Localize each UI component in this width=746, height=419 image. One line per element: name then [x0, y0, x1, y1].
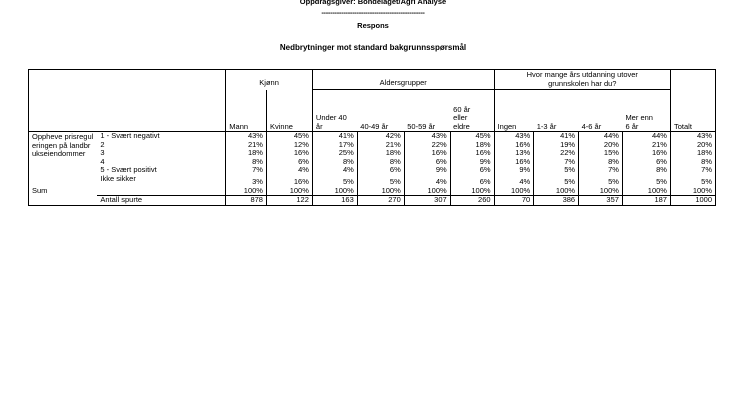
- col-1-3: 1-3 år: [534, 90, 579, 132]
- table-cell: 18%: [226, 149, 267, 158]
- table-cell: 20%: [579, 141, 623, 150]
- table-cell: 44%: [579, 132, 623, 141]
- table-cell: 4%: [312, 166, 357, 175]
- table-cell: 43%: [670, 132, 715, 141]
- group-gender: Kjønn: [226, 70, 313, 90]
- table-cell: 25%: [312, 149, 357, 158]
- table-cell: 16%: [622, 149, 670, 158]
- group-header-row: [29, 70, 716, 90]
- table-cell: 16%: [404, 149, 450, 158]
- section-title: Respons: [357, 21, 389, 30]
- total-group-cell: [670, 70, 715, 90]
- table-cell: 100%: [622, 187, 670, 196]
- table-cell: 43%: [494, 132, 534, 141]
- table-cell: 16%: [494, 141, 534, 150]
- table-cell: 187: [622, 196, 670, 206]
- group-age: Aldersgrupper: [312, 70, 494, 90]
- table-cell: 163: [312, 196, 357, 206]
- table-cell: 122: [266, 196, 312, 206]
- col-over-6: Mer enn 6 år: [622, 90, 670, 132]
- table-cell: 100%: [312, 187, 357, 196]
- row-label: 4: [97, 158, 225, 167]
- col-60-plus: 60 år eller eldre: [450, 90, 494, 132]
- table-cell: 100%: [450, 187, 494, 196]
- table-cell: 12%: [266, 141, 312, 150]
- row-label: 5 - Svært positivt: [97, 166, 225, 175]
- col-ingen: Ingen: [494, 90, 534, 132]
- table-cell: 18%: [670, 149, 715, 158]
- table-cell: 5%: [312, 175, 357, 187]
- row-label: Ikke sikker: [97, 175, 225, 187]
- table-row: [29, 175, 716, 187]
- table-cell: 21%: [226, 141, 267, 150]
- table-cell: 18%: [450, 141, 494, 150]
- table-cell: 44%: [622, 132, 670, 141]
- count-row: [29, 196, 716, 206]
- table-cell: 9%: [450, 158, 494, 167]
- table-cell: 7%: [579, 166, 623, 175]
- table-cell: 307: [404, 196, 450, 206]
- table-cell: 6%: [450, 175, 494, 187]
- table-cell: 16%: [450, 149, 494, 158]
- table-cell: 6%: [404, 158, 450, 167]
- table-cell: 7%: [670, 166, 715, 175]
- table-cell: 100%: [579, 187, 623, 196]
- table-cell: 8%: [579, 158, 623, 167]
- table-cell: 4%: [266, 166, 312, 175]
- table-cell: 4%: [494, 175, 534, 187]
- table-cell: 16%: [266, 149, 312, 158]
- table-cell: 9%: [404, 166, 450, 175]
- table-cell: 17%: [312, 141, 357, 150]
- table-cell: 21%: [622, 141, 670, 150]
- corner-cell: [29, 70, 226, 132]
- col-totalt: Totalt: [670, 90, 715, 132]
- table-cell: 5%: [534, 166, 579, 175]
- table-cell: 878: [226, 196, 267, 206]
- table-cell: 43%: [226, 132, 267, 141]
- table-cell: 5%: [670, 175, 715, 187]
- table-subtitle: Nedbrytninger mot standard bakgrunnsspørsmål: [279, 43, 467, 52]
- col-40-49: 40-49 år: [357, 90, 404, 132]
- row-label: 3: [97, 149, 225, 158]
- table-cell: 16%: [494, 158, 534, 167]
- table-cell: 8%: [670, 158, 715, 167]
- col-4-6: 4-6 år: [579, 90, 623, 132]
- title-divider: -----------------------------------------------: [321, 8, 425, 17]
- table-cell: 5%: [357, 175, 404, 187]
- table-cell: 21%: [357, 141, 404, 150]
- table-cell: 8%: [312, 158, 357, 167]
- table-cell: 45%: [266, 132, 312, 141]
- table-cell: 22%: [404, 141, 450, 150]
- table-cell: 22%: [534, 149, 579, 158]
- table-cell: 70: [494, 196, 534, 206]
- table-cell: 6%: [266, 158, 312, 167]
- table-cell: 5%: [534, 175, 579, 187]
- table-cell: 13%: [494, 149, 534, 158]
- table-cell: 6%: [357, 166, 404, 175]
- count-label: Antall spurte: [97, 196, 225, 206]
- client-title: Oppdragsgiver: Bondelaget/Agri Analyse: [299, 0, 447, 6]
- table-cell: 5%: [622, 175, 670, 187]
- table-cell: 260: [450, 196, 494, 206]
- row-label: 1 - Svært negativt: [97, 132, 225, 141]
- table-cell: 6%: [450, 166, 494, 175]
- crosstab-table: [28, 69, 716, 206]
- table-cell: 100%: [670, 187, 715, 196]
- question-label: Oppheve prisreguleringen på landbrukseiendommer: [29, 132, 98, 187]
- table-cell: 16%: [266, 175, 312, 187]
- table-cell: 5%: [579, 175, 623, 187]
- table-cell: 6%: [622, 158, 670, 167]
- table-cell: 1000: [670, 196, 715, 206]
- table-cell: 20%: [670, 141, 715, 150]
- table-cell: 100%: [494, 187, 534, 196]
- table-cell: 386: [534, 196, 579, 206]
- row-label: 2: [97, 141, 225, 150]
- table-cell: 270: [357, 196, 404, 206]
- col-50-59: 50-59 år: [404, 90, 450, 132]
- count-empty: [29, 196, 98, 206]
- col-mann: Mann: [226, 90, 267, 132]
- table-cell: 100%: [226, 187, 267, 196]
- table-cell: 45%: [450, 132, 494, 141]
- table-cell: 100%: [357, 187, 404, 196]
- sum-label: Sum: [29, 187, 98, 196]
- col-under-40: Under 40 år: [312, 90, 357, 132]
- table-cell: 100%: [266, 187, 312, 196]
- col-kvinne: Kvinne: [266, 90, 312, 132]
- table-cell: 100%: [404, 187, 450, 196]
- table-cell: 8%: [226, 158, 267, 167]
- table-cell: 8%: [357, 158, 404, 167]
- table-cell: 9%: [494, 166, 534, 175]
- table-cell: 18%: [357, 149, 404, 158]
- table-cell: 42%: [357, 132, 404, 141]
- table-cell: 8%: [622, 166, 670, 175]
- table-cell: 4%: [404, 175, 450, 187]
- group-education: Hvor mange års utdanning utover grunnskolen har du?: [494, 70, 670, 90]
- table-cell: 7%: [226, 166, 267, 175]
- table-cell: 41%: [312, 132, 357, 141]
- table-cell: 3%: [226, 175, 267, 187]
- table-cell: 19%: [534, 141, 579, 150]
- table-cell: 43%: [404, 132, 450, 141]
- table-cell: 41%: [534, 132, 579, 141]
- table-cell: 7%: [534, 158, 579, 167]
- table-cell: 100%: [534, 187, 579, 196]
- table-cell: 357: [579, 196, 623, 206]
- table-cell: 15%: [579, 149, 623, 158]
